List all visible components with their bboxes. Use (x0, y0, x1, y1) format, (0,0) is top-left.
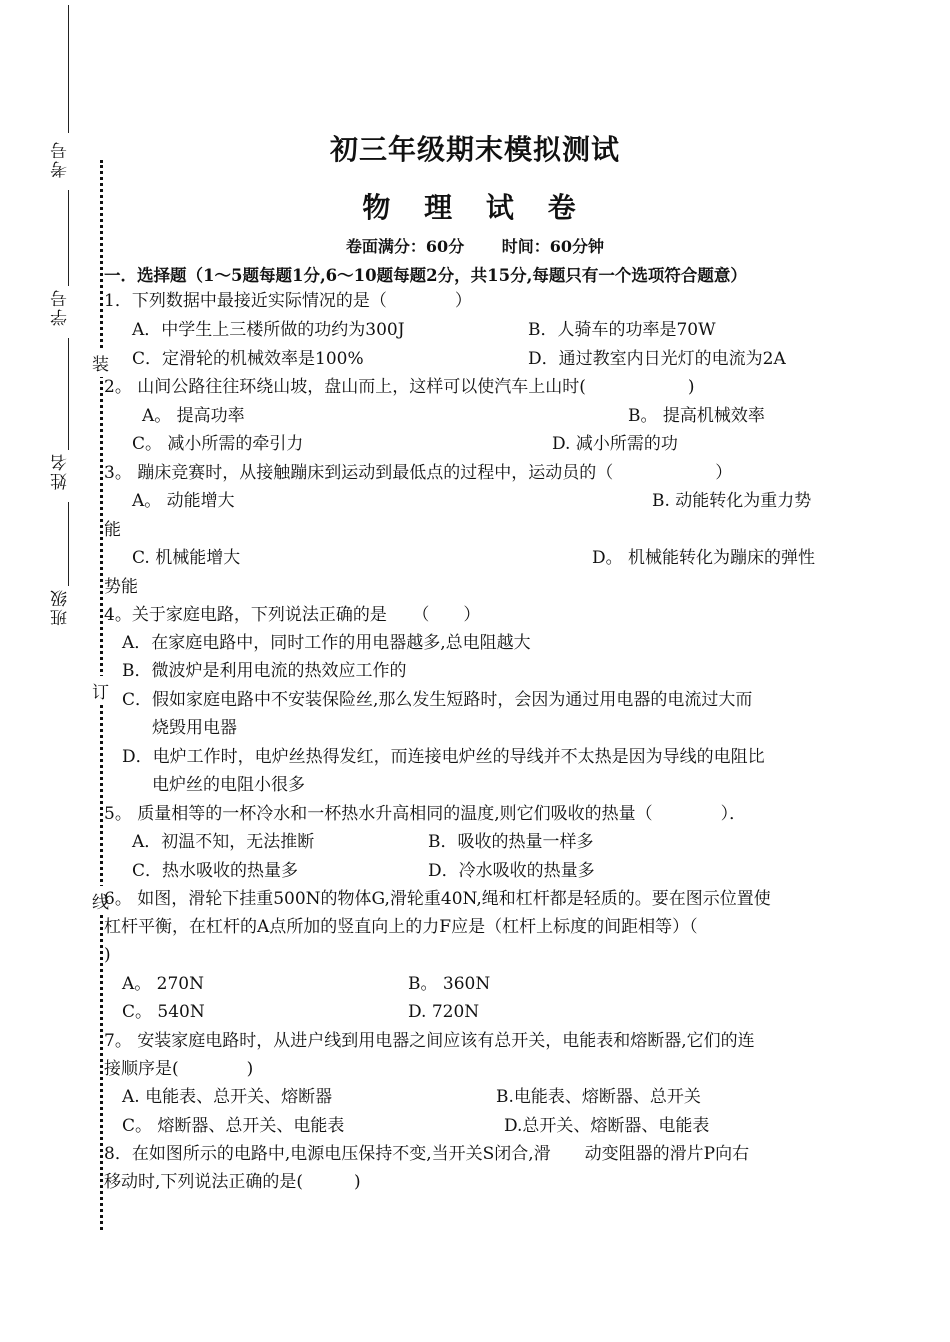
binding-char-zhuang: 装 (92, 348, 109, 377)
exam-no-label: 考号 (51, 140, 71, 178)
option-7a: A. 电能表、总开关、熔断器 (122, 1087, 333, 1107)
option-1b: B．人骑车的功率是70W (528, 320, 716, 340)
option-6b: B。 360N (408, 974, 491, 994)
question-5: 5。 质量相等的一杯冷水和一杯热水升高相同的温度,则它们吸收的热量（ ）． (104, 804, 747, 824)
option-3b: B. 动能转化为重力势 (652, 491, 812, 511)
option-7c: C。 熔断器、总开关、电能表 (122, 1116, 345, 1136)
option-4d-cont: 电炉丝的电阻小很多 (152, 775, 305, 795)
option-6c: C。 540N (122, 1002, 205, 1022)
question-6: 6。 如图，滑轮下挂重500N的物体G,滑轮重40N,绳和杠杆都是轻质的。要在图示位置使 (104, 889, 771, 909)
question-8-cont: 移动时,下列说法正确的是( ) (104, 1172, 361, 1192)
name-label: 姓名 (51, 452, 71, 490)
option-2a: A。 提高功率 (142, 406, 245, 426)
option-6a: A。 270N (122, 974, 205, 994)
option-6d: D. 720N (408, 1002, 480, 1022)
question-7: 7。 安装家庭电路时，从进户线到用电器之间应该有总开关，电能表和熔断器,它们的连 (104, 1031, 755, 1051)
option-5d: D．冷水吸收的热量多 (428, 861, 595, 881)
binding-char-xian: 线 (92, 886, 109, 915)
option-5c: C．热水吸收的热量多 (132, 861, 299, 881)
exam-time: 时间：60分钟 (501, 237, 605, 256)
option-4c: C．假如家庭电路中不安装保险丝,那么发生短路时，会因为通过用电器的电流过大而 (122, 690, 753, 710)
binding-char-ding: 订 (92, 676, 109, 705)
section-heading: 一．选择题（1～5题每题1分,6～10题每题2分，共15分,每题只有一个选项符合题意） (104, 266, 747, 285)
option-3a: A。 动能增大 (132, 491, 235, 511)
question-2: 2。 山间公路往往环绕山坡，盘山而上，这样可以使汽车上山时( ) (104, 377, 695, 397)
option-2b: B。 提高机械效率 (628, 406, 765, 426)
option-5a: A．初温不知，无法推断 (132, 832, 315, 852)
option-3d-cont: 势能 (104, 577, 138, 597)
question-6-cont: 杠杆平衡，在杠杆的A点所加的竖直向上的力F应是（杠杆上标度的间距相等）（ (104, 917, 698, 937)
option-4b: B．微波炉是利用电流的热效应工作的 (122, 661, 407, 681)
option-5b: B．吸收的热量一样多 (428, 832, 594, 852)
option-3b-cont: 能 (104, 520, 121, 540)
exam-meta (0, 234, 950, 257)
question-3: 3。 蹦床竞赛时，从接触蹦床到运动到最低点的过程中，运动员的（ ） (104, 463, 733, 483)
question-7-cont: 接顺序是( ) (104, 1059, 254, 1079)
option-2d: D. 减小所需的功 (552, 434, 678, 454)
option-7b: B.电能表、熔断器、总开关 (496, 1087, 701, 1107)
option-1a: A．中学生上三楼所做的功约为300J (132, 320, 405, 340)
full-score: 卷面满分：60分 (345, 237, 465, 256)
option-3d: D。 机械能转化为蹦床的弹性 (592, 548, 816, 568)
student-no-label: 学号 (51, 288, 71, 326)
option-4c-cont: 烧毁用电器 (152, 718, 237, 738)
option-1d: D．通过教室内日光灯的电流为2A (528, 349, 786, 369)
question-1: 1．下列数据中最接近实际情况的是（ ） (104, 291, 472, 311)
class-label: 班级 (51, 588, 71, 626)
question-4: 4。关于家庭电路，下列说法正确的是 （ ） (104, 605, 481, 625)
option-4a: A．在家庭电路中，同时工作的用电器越多,总电阻越大 (122, 633, 531, 653)
option-1c: C．定滑轮的机械效率是100% (132, 349, 364, 369)
binding-line (68, 338, 69, 450)
option-3c: C. 机械能增大 (132, 548, 241, 568)
option-2c: C。 减小所需的牵引力 (132, 434, 304, 454)
option-4d: D．电炉工作时，电炉丝热得发红，而连接电炉丝的导线并不太热是因为导线的电阻比 (122, 747, 765, 767)
question-6-cont2: ) (104, 945, 111, 965)
option-7d: D.总开关、熔断器、电能表 (504, 1116, 710, 1136)
binding-line (68, 502, 69, 586)
binding-line (68, 5, 69, 133)
question-8: 8．在如图所示的电路中,电源电压保持不变,当开关S闭合,滑 动变阻器的滑片P向右 (104, 1144, 750, 1164)
page-title: 初三年级期末模拟测试 (329, 133, 620, 166)
page-subtitle: 物 理 试 卷 (362, 191, 588, 224)
